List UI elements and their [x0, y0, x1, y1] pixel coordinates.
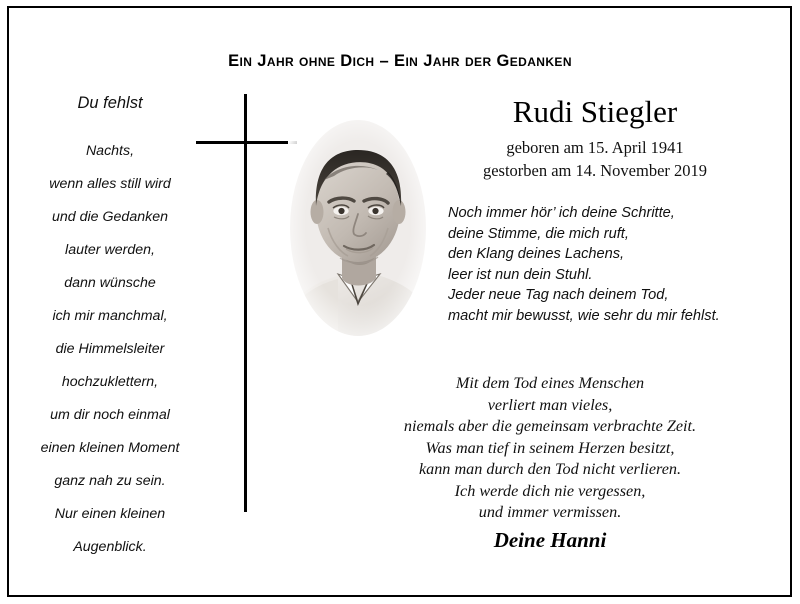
verse-one-line: den Klang deines Lachens,: [448, 246, 625, 262]
verse-one-line: Noch immer hör’ ich deine Schritte,: [448, 205, 675, 221]
christian-cross-icon: [196, 94, 300, 514]
death-date: gestorben am 14. November 2019: [482, 161, 708, 180]
verse-two-line: kann man durch den Tod nicht verlieren.: [418, 460, 682, 478]
verse-two-line: Mit dem Tod eines Menschen: [455, 374, 645, 392]
verse-one: [448, 203, 778, 326]
verse-one-line: macht mir bewusst, wie sehr du mir fehlst.: [448, 307, 720, 324]
left-poem-line: ganz nah zu sein.: [54, 473, 166, 489]
left-poem-line: und die Gedanken: [52, 209, 168, 225]
signature: Deine Hanni: [493, 528, 607, 552]
left-poem-line: ich mir manchmal,: [52, 308, 168, 324]
portrait-photo-oval: [288, 118, 428, 338]
left-poem-line: wenn alles still wird: [49, 176, 171, 192]
left-poem-line: dann wünsche: [64, 275, 156, 291]
left-poem-line: Nachts,: [85, 143, 135, 159]
verse-two-line: niemals aber die gemeinsam verbrachte Zeit.: [403, 417, 697, 435]
verse-two-line: und immer vermissen.: [478, 503, 622, 521]
left-poem-line: die Himmelsleiter: [55, 341, 165, 357]
cross-horizontal-bar: [196, 141, 297, 144]
birth-date: geboren am 15. April 1941: [506, 138, 684, 157]
verse-two-line: verliert man vieles,: [487, 395, 613, 414]
life-dates: [420, 136, 770, 182]
left-poem-title: Du fehlst: [77, 94, 143, 112]
verse-one-line: deine Stimme, die mich ruft,: [448, 225, 629, 242]
cross-vertical-bar: [244, 94, 247, 512]
left-poem-line: Nur einen kleinen: [54, 506, 166, 522]
verse-one-line: Jeder neue Tag nach deinem Tod,: [448, 287, 669, 303]
left-poem-line: einen kleinen Moment: [40, 440, 180, 456]
deceased-name: Rudi Stiegler: [512, 94, 678, 129]
verse-two: [330, 373, 770, 524]
headline: Ein Jahr ohne Dich – Ein Jahr der Gedanken: [228, 52, 572, 70]
left-poem-line: um dir noch einmal: [50, 407, 170, 423]
left-poem-line: Augenblick.: [73, 539, 147, 555]
verse-one-line: leer ist nun dein Stuhl.: [448, 266, 593, 283]
left-poem-column: [12, 94, 208, 564]
left-poem-line: hochzuklettern,: [61, 374, 159, 390]
verse-two-line: Was man tief in seinem Herzen besitzt,: [425, 438, 675, 457]
verse-two-line: Ich werde dich nie vergessen,: [454, 481, 646, 500]
left-poem-line: lauter werden,: [65, 242, 155, 258]
